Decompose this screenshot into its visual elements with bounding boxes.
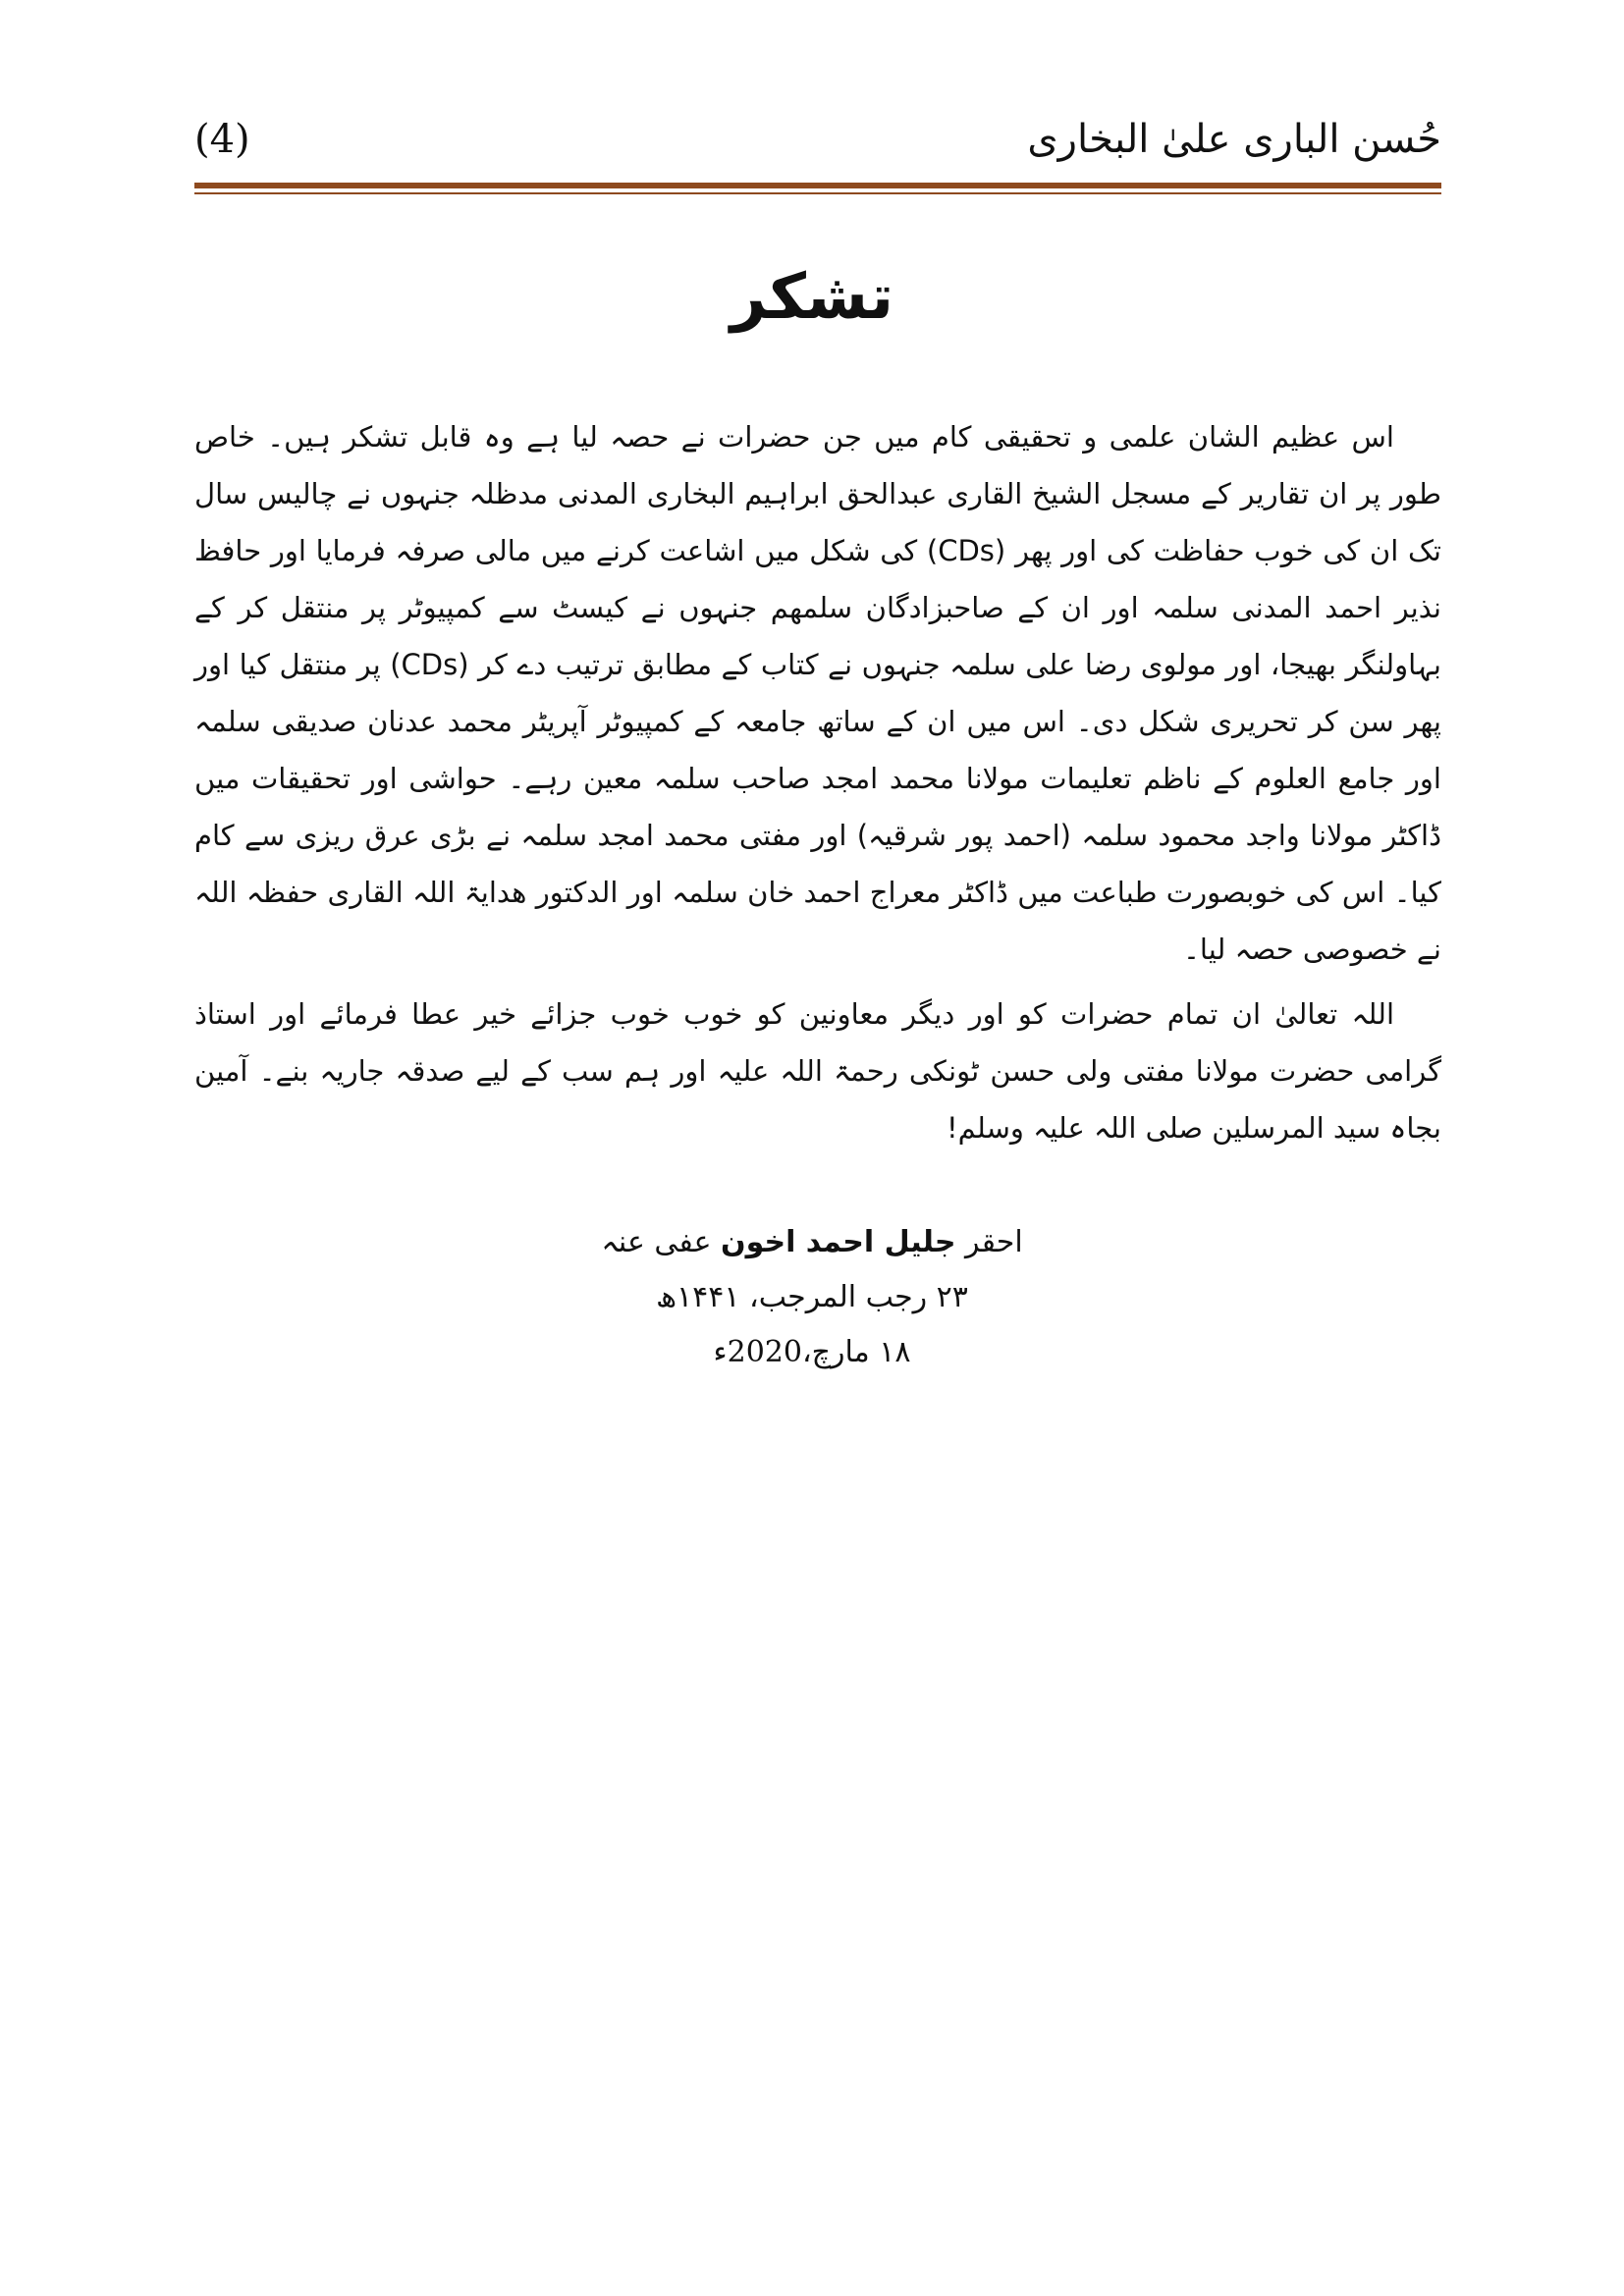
hijri-date: ۲۳ رجب المرجب، ۱۴۴۱ھ: [656, 1280, 968, 1314]
gregorian-date: [0, 1325, 1624, 1380]
paragraph: اللہ تعالیٰ ان تمام حضرات کو اور دیگر معاونین کو خوب خوب جزائے خیر عطا فرمائے اور استاذ گرامی حضرت مولانا مفتی ولی حسن ٹونکی رحمۃ اللہ علیہ اور ہم سب کے لیے صدقہ جاریہ بنے۔ آمین بجاہ سید المرسلین صلی اللہ علیہ وسلم!: [194, 997, 1441, 1145]
running-header: [194, 116, 1441, 163]
header-rule-thin: [194, 192, 1441, 194]
body-text: [194, 408, 1441, 1156]
gregorian-suffix: ء: [713, 1335, 728, 1369]
book-title: حُسن الباری علیٰ البخاری: [1027, 117, 1441, 162]
section-title: تشکر: [730, 261, 894, 334]
page-number: (4): [194, 117, 250, 162]
signature-block: [0, 1215, 1624, 1380]
signature-suffix: عفی عنہ: [601, 1225, 712, 1259]
gregorian-day-month: ۱۸ مارچ،: [801, 1335, 911, 1369]
header-rule-thick: [194, 183, 1441, 188]
signature-prefix: احقر: [965, 1225, 1023, 1259]
paragraph: اس عظیم الشان علمی و تحقیقی کام میں جن حضرات نے حصہ لیا ہے وہ قابل تشکر ہیں۔ خاص طور پر ان تقاریر کے مسجل الشیخ القاری عبدالحق ابراہیم البخاری المدنی مدظلہ جنہوں نے چالیس سال تک ان کی خوب حفاظت کی اور پھر (CDs) کی شکل میں اشاعت کرنے میں مالی صرفہ فرمایا اور حافظ نذیر احمد المدنی سلمہ اور ان کے صاحبزادگان سلمھم جنہوں نے کیسٹ سے کمپیوٹر پر منتقل کر کے بہاولنگر بھیجا، اور مولوی رضا علی سلمہ جنہوں نے کتاب کے مطابق ترتیب دے کر (CDs) پر منتقل کیا اور پھر سن کر تحریری شکل دی۔ اس میں ان کے ساتھ جامعہ کے کمپیوٹر آپریٹر محمد عدنان صدیقی سلمہ اور جامع العلوم کے ناظم تعلیمات مولانا محمد امجد صاحب سلمہ معین رہے۔ حواشی اور تحقیقات میں ڈاکٹر مولانا واجد محمود سلمہ (احمد پور شرقیہ) اور مفتی محمد امجد سلمہ نے بڑی عرق ریزی سے کام کیا۔ اس کی خوبصورت طباعت میں ڈاکٹر معراج احمد خان سلمہ اور الدکتور ھدایۃ اللہ القاری حفظہ اللہ نے خصوصی حصہ لیا۔: [194, 420, 1442, 966]
signature-name: جلیل احمد اخون: [721, 1225, 956, 1259]
gregorian-year: 2020: [727, 1335, 802, 1369]
signature-author-line: [0, 1215, 1624, 1270]
